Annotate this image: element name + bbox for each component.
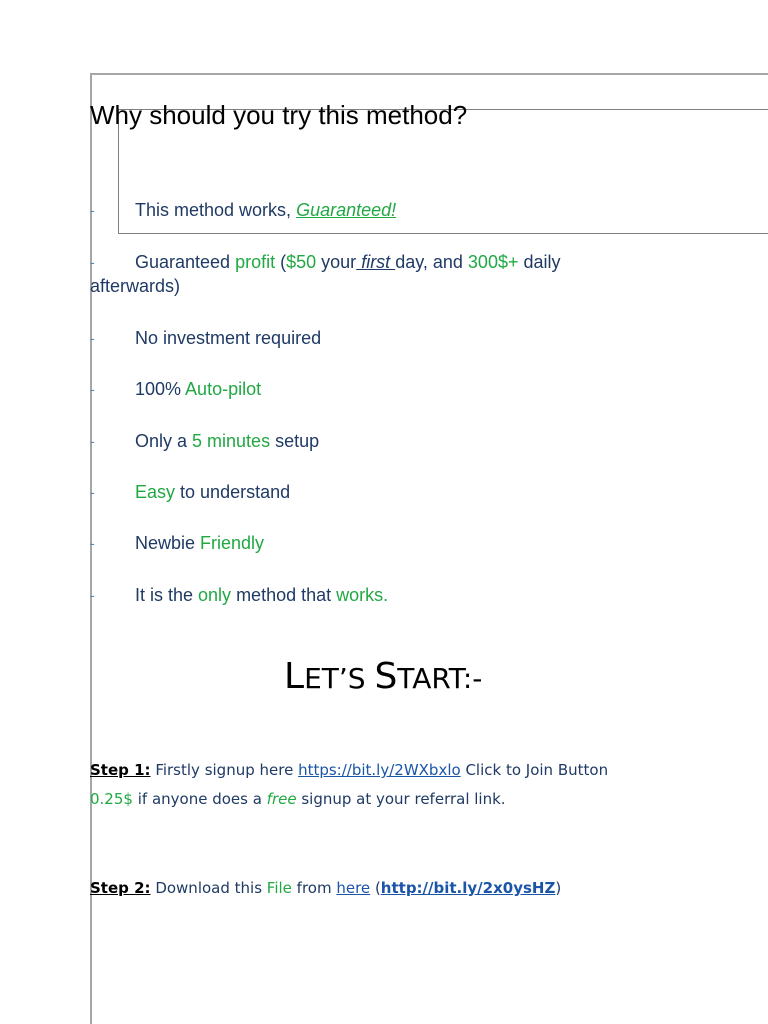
bullet-text: to understand: [175, 482, 291, 502]
bullet-highlight: 5 minutes: [192, 431, 271, 451]
reward-amount: 0.25$: [90, 790, 133, 808]
title-text: ET’S: [304, 662, 375, 695]
step-text: from: [291, 879, 337, 897]
bullet-highlight: Auto-pilot: [185, 379, 262, 399]
section-title: [284, 656, 482, 697]
bullet-highlight: profit: [235, 252, 276, 272]
bullet-text: daily: [518, 252, 561, 272]
bullet-text: Newbie: [135, 533, 201, 553]
bullet-text: Guaranteed: [135, 252, 236, 272]
step-text: (: [370, 879, 381, 897]
bullet-text: setup: [270, 431, 320, 451]
page-title: Why should you try this method?: [90, 100, 468, 130]
free-emphasis: free: [266, 790, 297, 808]
bullet-text: method that: [231, 585, 337, 605]
step-1-line-2: [90, 789, 506, 809]
step-text: signup at your referral link.: [296, 790, 506, 808]
bullet-marker: -: [90, 381, 95, 397]
step-text: Click to Join Button: [460, 761, 609, 779]
bullet-text: (: [275, 252, 287, 272]
signup-link[interactable]: https://bit.ly/2WXbxlo: [298, 761, 461, 779]
step-1-line-1: [90, 760, 608, 780]
here-link[interactable]: here: [336, 879, 371, 897]
step-text: Download this: [150, 879, 267, 897]
bullet-highlight: Easy: [135, 482, 176, 502]
step-text: ): [555, 879, 562, 897]
bullet-marker: -: [90, 433, 95, 449]
bullet-marker: -: [90, 484, 95, 500]
title-text: TART:-: [397, 662, 483, 695]
title-initial: S: [374, 656, 398, 697]
bullet-marker: -: [90, 330, 95, 346]
title-initial: L: [284, 656, 305, 697]
bullet-text: your: [316, 252, 357, 272]
step-label: Step 1:: [90, 761, 151, 779]
page-border-top: [90, 73, 768, 75]
bullet-highlight: Friendly: [200, 533, 265, 553]
bullet-highlight: 300$+: [467, 252, 519, 272]
bullet-text: It is the: [135, 585, 199, 605]
bullet-highlight: Guaranteed!: [296, 200, 397, 220]
bullet-marker: -: [90, 202, 95, 218]
bullet-text: No investment required: [135, 328, 322, 348]
bullet-text: Only a: [135, 431, 193, 451]
file-word: File: [266, 879, 292, 897]
bullet-text: This method works,: [135, 200, 297, 220]
download-link[interactable]: http://bit.ly/2x0ysHZ: [380, 879, 556, 897]
step-2-line: [90, 878, 561, 898]
bullet-highlight: only: [198, 585, 232, 605]
step-text: if anyone does a: [132, 790, 267, 808]
bullet-text-continued: afterwards): [90, 276, 181, 296]
bullet-marker: -: [90, 587, 95, 603]
bullet-highlight: works.: [336, 585, 389, 605]
bullet-text: day, and: [395, 252, 468, 272]
step-label: Step 2:: [90, 879, 151, 897]
bullet-marker: -: [90, 535, 95, 551]
step-text: Firstly signup here: [150, 761, 299, 779]
bullet-highlight: $50: [286, 252, 317, 272]
bullet-text: 100%: [135, 379, 186, 399]
bullet-emphasis: first: [356, 252, 396, 272]
bullet-marker: -: [90, 254, 95, 270]
